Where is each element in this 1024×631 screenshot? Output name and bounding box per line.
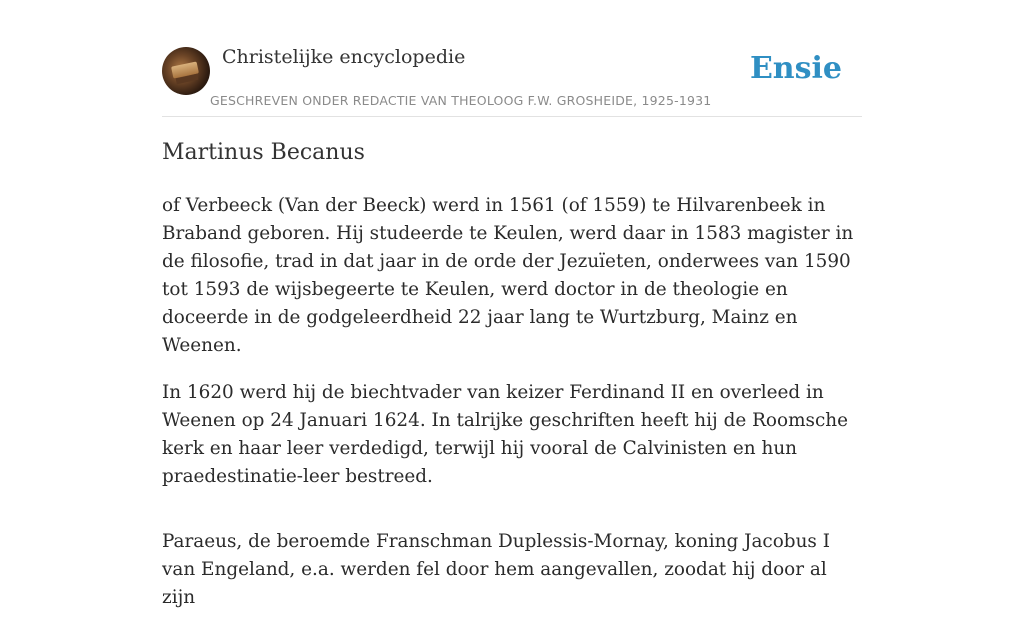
article-paragraph-1: of Verbeeck (Van der Beeck) werd in 1561 (of 1559) te Hilvarenbeek in Braband geboren. Hij studeerde te Keulen, werd daar in 1583 magister in de filosofie, trad in dat jaar in de orde der Jezuïeten, onderwees van 1590 tot 1593 de wijsbegeerte te Keulen, werd doctor in de theologie en doceerde in de godgeleerdheid 22 jaar lang te Wurtzburg, Mainz en Weenen. xyxy=(162,195,854,356)
ensie-logo-link[interactable]: Ensie xyxy=(749,51,842,86)
article-body xyxy=(162,192,862,631)
article-paragraph-3: Paraeus, de beroemde Franschman Duplessis-Mornay, koning Jacobus I van Engeland, e.a. werden fel door hem aangevallen, zoodat hij door al zijn xyxy=(162,531,830,608)
page xyxy=(162,0,862,608)
site-header xyxy=(162,0,862,117)
encyclopedia-title-link[interactable]: Christelijke encyclopedie xyxy=(222,46,466,68)
article-title: Martinus Becanus xyxy=(162,140,365,165)
article-paragraph-2: In 1620 werd hij de biechtvader van keizer Ferdinand II en overleed in Weenen op 24 Januari 1624. In talrijke geschriften heeft hij de Roomsche kerk en haar leer verdedigd, terwijl hij vooral de Calvinisten en hun praedestinatie-leer bestreed. xyxy=(162,382,848,487)
book-photo-avatar-icon[interactable] xyxy=(162,47,210,95)
encyclopedia-subtitle: GESCHREVEN ONDER REDACTIE VAN THEOLOOG F.W. GROSHEIDE, 1925-1931 xyxy=(210,93,712,108)
